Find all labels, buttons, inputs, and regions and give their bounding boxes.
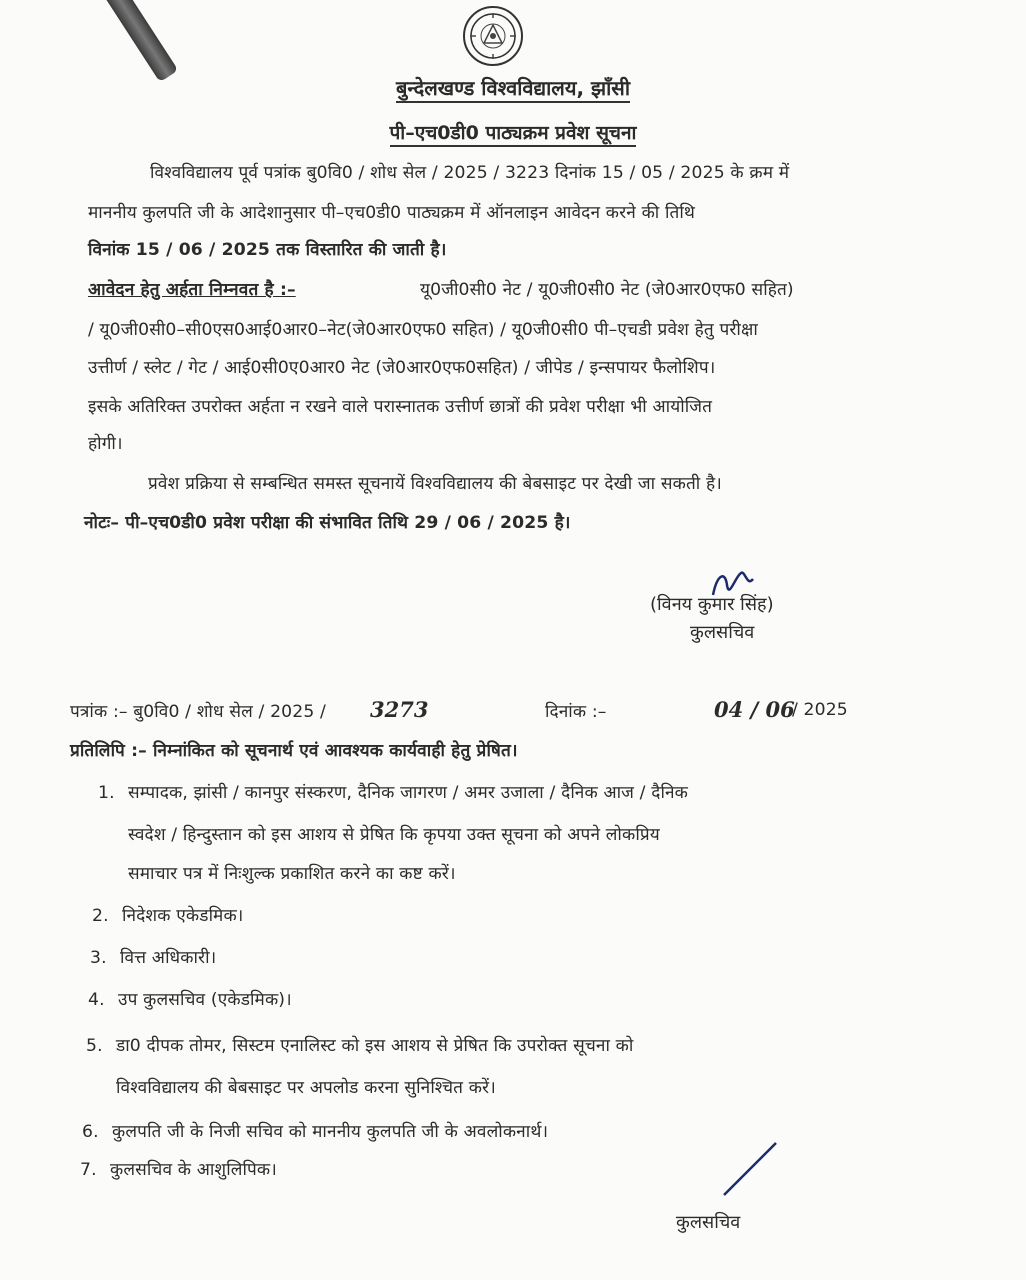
date-year: / 2025 xyxy=(792,700,848,720)
university-title: बुन्देलखण्ड विश्वविद्यालय, झाँसी xyxy=(0,74,1026,101)
notice-title: पी–एच0डी0 पाठ्यक्रम प्रवेश सूचना xyxy=(0,119,1026,145)
eligibility-label: आवेदन हेतु अर्हता निम्नवत है :– xyxy=(88,280,296,300)
copy-item-1: 1. सम्पादक, झांसी / कानपुर संस्करण, दैनिक जागरण / अमर उजाला / दैनिक आज / दैनिक xyxy=(98,783,689,803)
eligibility-line-5: होगी। xyxy=(88,434,123,454)
signatory-designation-2: कुलसचिव xyxy=(676,1212,741,1233)
pen-artifact xyxy=(100,0,178,82)
university-seal-icon xyxy=(462,5,524,67)
signatory-designation-1: कुलसचिव xyxy=(690,622,755,643)
info-line: प्रवेश प्रक्रिया से सम्बन्धित समस्त सूचनायें विश्वविद्यालय की बेबसाइट पर देखी जा सकती है। xyxy=(148,474,722,494)
note-line: नोटः– पी–एच0डी0 प्रवेश परीक्षा की संभावित तिथि 29 / 06 / 2025 है। xyxy=(84,513,571,533)
copy-item-5: 5. डा0 दीपक तोमर, सिस्टम एनालिस्ट को इस आशय से प्रेषित कि उपरोक्त सूचना को xyxy=(86,1036,634,1056)
eligibility-line-1: यू0जी0सी0 नेट / यू0जी0सी0 नेट (जे0आर0एफ0 सहित) xyxy=(420,280,794,300)
copy-item-3: 3. वित्त अधिकारी। xyxy=(90,948,217,968)
copy-to-heading: प्रतिलिपि :– निम्नांकित को सूचनार्थ एवं आवश्यक कार्यवाही हेतु प्रेषित। xyxy=(70,741,518,761)
signature-mark-2 xyxy=(718,1140,788,1200)
copy-item-2: 2. निदेशक एकेडमिक। xyxy=(92,906,244,926)
patrank-number: 3273 xyxy=(370,697,429,722)
eligibility-line-2: / यू0जी0सी0–सी0एस0आई0आर0–नेट(जे0आर0एफ0 सहित) / यू0जी0सी0 पी–एचडी प्रवेश हेतु परीक्षा xyxy=(88,320,758,340)
eligibility-line-4: इसके अतिरिक्त उपरोक्त अर्हता न रखने वाले परास्नातक उत्तीर्ण छात्रों की प्रवेश परीक्षा भी आयोजित xyxy=(88,397,713,417)
para1-line-1: विश्वविद्यालय पूर्व पत्रांक बु0वि0 / शोध सेल / 2025 / 3223 दिनांक 15 / 05 / 2025 के क्रम में xyxy=(150,163,790,183)
copy-item-1-line-2: स्वदेश / हिन्दुस्तान को इस आशय से प्रेषित कि कृपया उक्त सूचना को अपने लोकप्रिय xyxy=(128,825,660,845)
signatory-name: (विनय कुमार सिंह) xyxy=(650,594,774,615)
patrank-label: पत्रांक :– बु0वि0 / शोध सेल / 2025 / xyxy=(70,702,326,722)
copy-item-6: 6. कुलपति जी के निजी सचिव को माननीय कुलपति जी के अवलोकनार्थ। xyxy=(82,1122,549,1142)
copy-item-7: 7. कुलसचिव के आशुलिपिक। xyxy=(80,1160,277,1180)
copy-item-5-line-2: विश्वविद्यालय की बेबसाइट पर अपलोड करना सुनिश्चित करें। xyxy=(116,1078,496,1098)
date-handwritten: 04 / 06 xyxy=(714,697,795,722)
copy-item-1-line-3: समाचार पत्र में निःशुल्क प्रकाशित करने का कष्ट करें। xyxy=(128,864,456,884)
copy-item-4: 4. उप कुलसचिव (एकेडमिक)। xyxy=(88,990,292,1010)
para1-line-3: विनांक 15 / 06 / 2025 तक विस्तारित की जाती है। xyxy=(88,240,447,260)
eligibility-line-3: उत्तीर्ण / स्लेट / गेट / आई0सी0ए0आर0 नेट (जे0आर0एफ0सहित) / जीपेड / इन्सपायर फैलोशिप। xyxy=(88,358,716,378)
para1-line-2: माननीय कुलपति जी के आदेशानुसार पी–एच0डी0 पाठ्यक्रम में ऑनलाइन आवेदन करने की तिथि xyxy=(88,203,695,223)
date-label: दिनांक :– xyxy=(545,702,607,722)
